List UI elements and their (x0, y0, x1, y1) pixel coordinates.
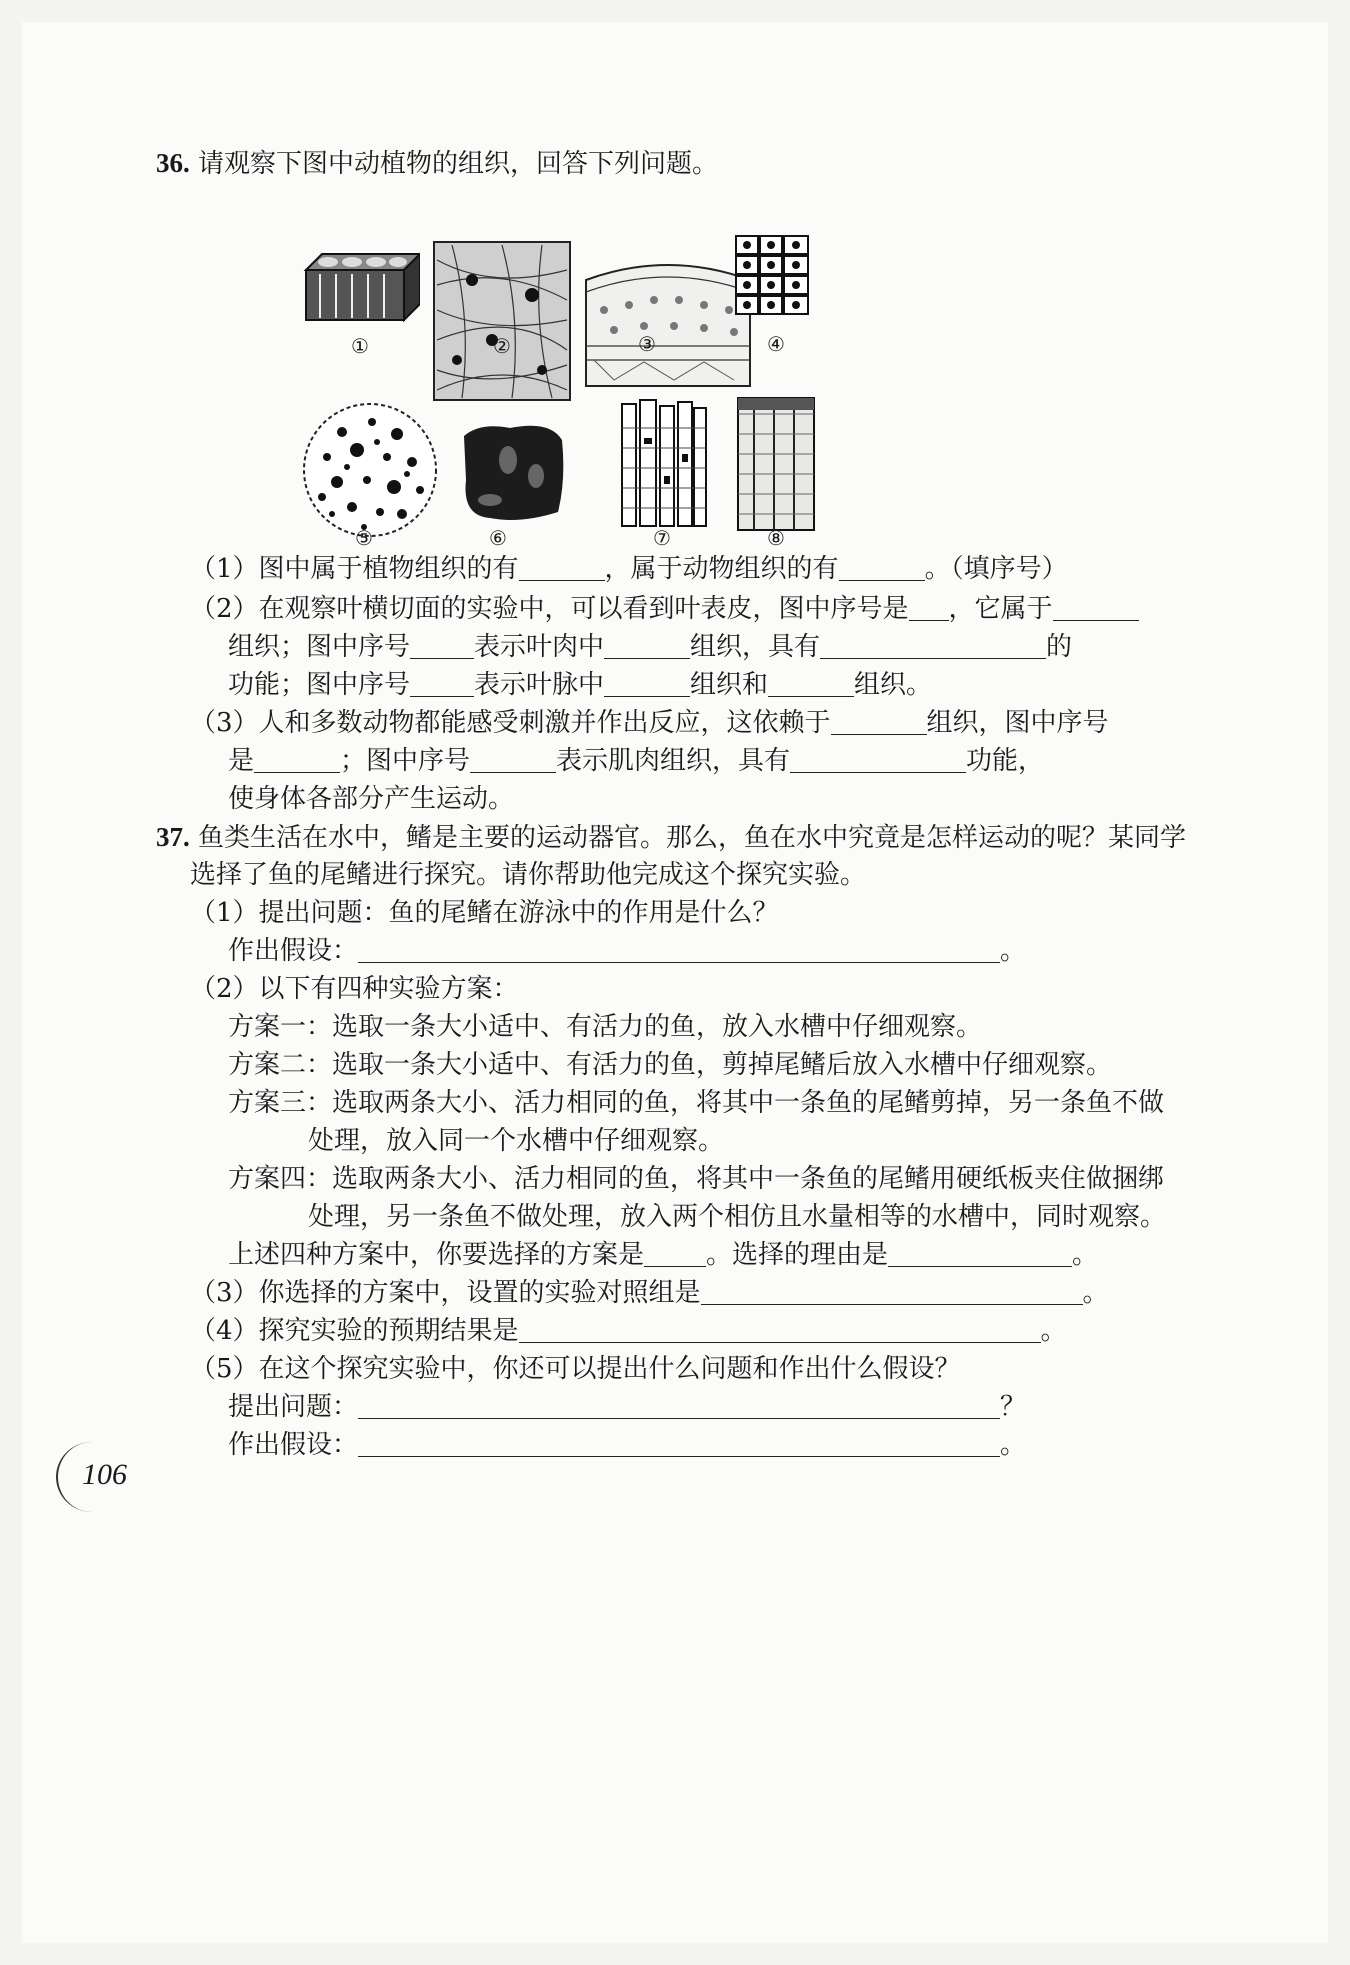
answer-blank[interactable] (768, 670, 854, 697)
q37-stem-line2 (190, 858, 866, 892)
answer-blank[interactable] (254, 746, 340, 773)
answer-blank[interactable] (909, 594, 949, 621)
hypothesis-label: 作出假设： (228, 936, 359, 966)
q36-p2-text: 组织，具有 (690, 632, 821, 662)
figure-label-4: ④ (767, 332, 785, 356)
q37-hypothesis-2 (228, 1428, 1026, 1462)
plan-1 (228, 1010, 982, 1044)
q36-p2-text: 表示叶脉中 (474, 670, 605, 700)
q36-p3-text: 组织，图中序号 (926, 708, 1109, 738)
reason-answer-blank[interactable] (888, 1240, 1072, 1267)
q36-p1-text-b: ，属于动物组织的有 (604, 554, 839, 584)
plan-choice (228, 1238, 1098, 1272)
q37-part2 (190, 972, 519, 1006)
q36-part3-line2 (228, 744, 1044, 778)
period: 。 (1000, 1430, 1027, 1460)
q36-p3-text: 是 (228, 746, 255, 776)
q37-number: 37. (156, 822, 190, 852)
figure-label-8: ⑧ (767, 526, 785, 550)
plan-4-text: 方案四：选取两条大小、活力相同的鱼，将其中一条鱼的尾鳍用硬纸板夹住做捆绑 (228, 1164, 1165, 1194)
q37-stem-text: 选择了鱼的尾鳍进行探究。请你帮助他完成这个探究实验。 (190, 860, 867, 890)
q37-p5-text: （5）在这个探究实验中，你还可以提出什么问题和作出什么假设？ (190, 1354, 961, 1384)
plan-3-line1 (228, 1086, 1164, 1120)
answer-blank[interactable] (604, 670, 690, 697)
q37-p4-text: （4）探究实验的预期结果是 (190, 1316, 519, 1346)
answer-blank[interactable] (470, 746, 556, 773)
question-mark: ？ (1000, 1392, 1027, 1422)
ask-label: 提出问题： (228, 1392, 359, 1422)
plan-3-line2 (308, 1124, 724, 1158)
choice-text: 上述四种方案中，你要选择的方案是 (228, 1240, 645, 1270)
reason-text: 。选择的理由是 (706, 1240, 889, 1270)
choice-answer-blank[interactable] (644, 1240, 706, 1267)
q37-p3-text: （3）你选择的方案中，设置的实验对照组是 (190, 1278, 701, 1308)
answer-blank[interactable] (839, 554, 925, 581)
q36-part2-line2 (228, 630, 1072, 664)
answer-blank[interactable] (410, 670, 474, 697)
answer-blank[interactable] (831, 708, 927, 735)
tissue-figure-7 (618, 398, 710, 530)
hypothesis-answer-blank[interactable] (358, 1430, 1000, 1457)
q36-part2-line3 (228, 668, 932, 702)
plan-2-text: 方案二：选取一条大小适中、有活力的鱼，剪掉尾鳍后放入水槽中仔细观察。 (228, 1050, 1113, 1080)
q37-ask-question (228, 1390, 1026, 1424)
plan-4-line1 (228, 1162, 1164, 1196)
q36-part2-line1 (190, 592, 1139, 626)
answer-blank[interactable] (519, 554, 605, 581)
plan-4-text: 处理，另一条鱼不做处理，放入两个相仿且水量相等的水槽中，同时观察。 (308, 1202, 1167, 1232)
q36-p3-text: 功能， (966, 746, 1045, 776)
q37-stem-text: 鱼类生活在水中，鳍是主要的运动器官。那么，鱼在水中究竟是怎样运动的呢？某同学 (198, 823, 1187, 853)
period: 。 (1082, 1278, 1109, 1308)
q37-hypothesis-1 (228, 934, 1026, 968)
tissue-figure-2 (432, 240, 572, 402)
q36-part3-line3 (228, 782, 514, 816)
answer-blank[interactable] (820, 632, 1046, 659)
answer-blank[interactable] (790, 746, 966, 773)
tissue-figure-4 (734, 234, 812, 316)
q36-p1-text-c: 。（填序号） (924, 554, 1068, 584)
q37-part3 (190, 1276, 1109, 1310)
q37-part1 (190, 896, 779, 930)
q37-part4 (190, 1314, 1067, 1348)
q36-part3-line1 (190, 706, 1109, 740)
hypothesis-label: 作出假设： (228, 1430, 359, 1460)
control-group-answer-blank[interactable] (701, 1278, 1083, 1305)
q36-part1 (190, 552, 1068, 586)
workbook-page (22, 22, 1328, 1943)
figure-label-5: ⑤ (355, 526, 373, 550)
hypothesis-answer-blank[interactable] (358, 936, 1000, 963)
q36-p3-text: 表示肌肉组织，具有 (556, 746, 791, 776)
q37-p2-text: （2）以下有四种实验方案： (190, 974, 519, 1004)
q36-p2-text: 功能；图中序号 (228, 670, 411, 700)
figure-label-2: ② (493, 334, 511, 358)
q36-p1-text-a: （1）图中属于植物组织的有 (190, 554, 519, 584)
plan-3-text: 方案三：选取两条大小、活力相同的鱼，将其中一条鱼的尾鳍剪掉，另一条鱼不做 (228, 1088, 1165, 1118)
figure-label-3: ③ (638, 332, 656, 356)
q36-p2-text: ，它属于 (948, 594, 1053, 624)
tissue-figure-1 (300, 234, 420, 330)
q36-p2-text: 组织。 (854, 670, 933, 700)
figure-label-7: ⑦ (653, 526, 671, 550)
question-answer-blank[interactable] (358, 1392, 1000, 1419)
q36-number: 36. (156, 148, 190, 178)
q36-p3-text: （3）人和多数动物都能感受刺激并作出反应，这依赖于 (190, 708, 831, 738)
answer-blank[interactable] (410, 632, 474, 659)
tissue-figure-5 (302, 402, 438, 538)
page-number (56, 1442, 126, 1512)
q36-p2-text: （2）在观察叶横切面的实验中，可以看到叶表皮，图中序号是 (190, 594, 909, 624)
q37-p1-text: （1）提出问题：鱼的尾鳍在游泳中的作用是什么？ (190, 898, 779, 928)
tissue-figure-3 (584, 250, 752, 388)
period: 。 (1000, 936, 1027, 966)
q36-p3-text: 使身体各部分产生运动。 (228, 784, 515, 814)
answer-blank[interactable] (1053, 594, 1139, 621)
q36-p2-text: 的 (1046, 632, 1073, 662)
q37-stem-line1 (156, 820, 1186, 855)
figure-label-6: ⑥ (489, 526, 507, 550)
q36-stem-text: 请观察下图中动植物的组织，回答下列问题。 (198, 149, 719, 179)
page-number-text: 106 (82, 1458, 127, 1491)
figure-label-1: ① (351, 334, 369, 358)
plan-2 (228, 1048, 1112, 1082)
period: 。 (1040, 1316, 1067, 1346)
q36-stem (156, 146, 718, 181)
answer-blank[interactable] (604, 632, 690, 659)
tissue-figure-8 (734, 394, 818, 534)
plan-1-text: 方案一：选取一条大小适中、有活力的鱼，放入水槽中仔细观察。 (228, 1012, 983, 1042)
expected-result-answer-blank[interactable] (519, 1316, 1041, 1343)
tissue-figure-6 (460, 420, 566, 524)
q36-p2-text: 表示叶肉中 (474, 632, 605, 662)
q36-p2-text: 组织；图中序号 (228, 632, 411, 662)
plan-3-text: 处理，放入同一个水槽中仔细观察。 (308, 1126, 725, 1156)
period: 。 (1072, 1240, 1099, 1270)
q36-p3-text: ；图中序号 (340, 746, 471, 776)
q37-part5 (190, 1352, 961, 1386)
q36-p2-text: 组织和 (690, 670, 769, 700)
plan-4-line2 (308, 1200, 1166, 1234)
